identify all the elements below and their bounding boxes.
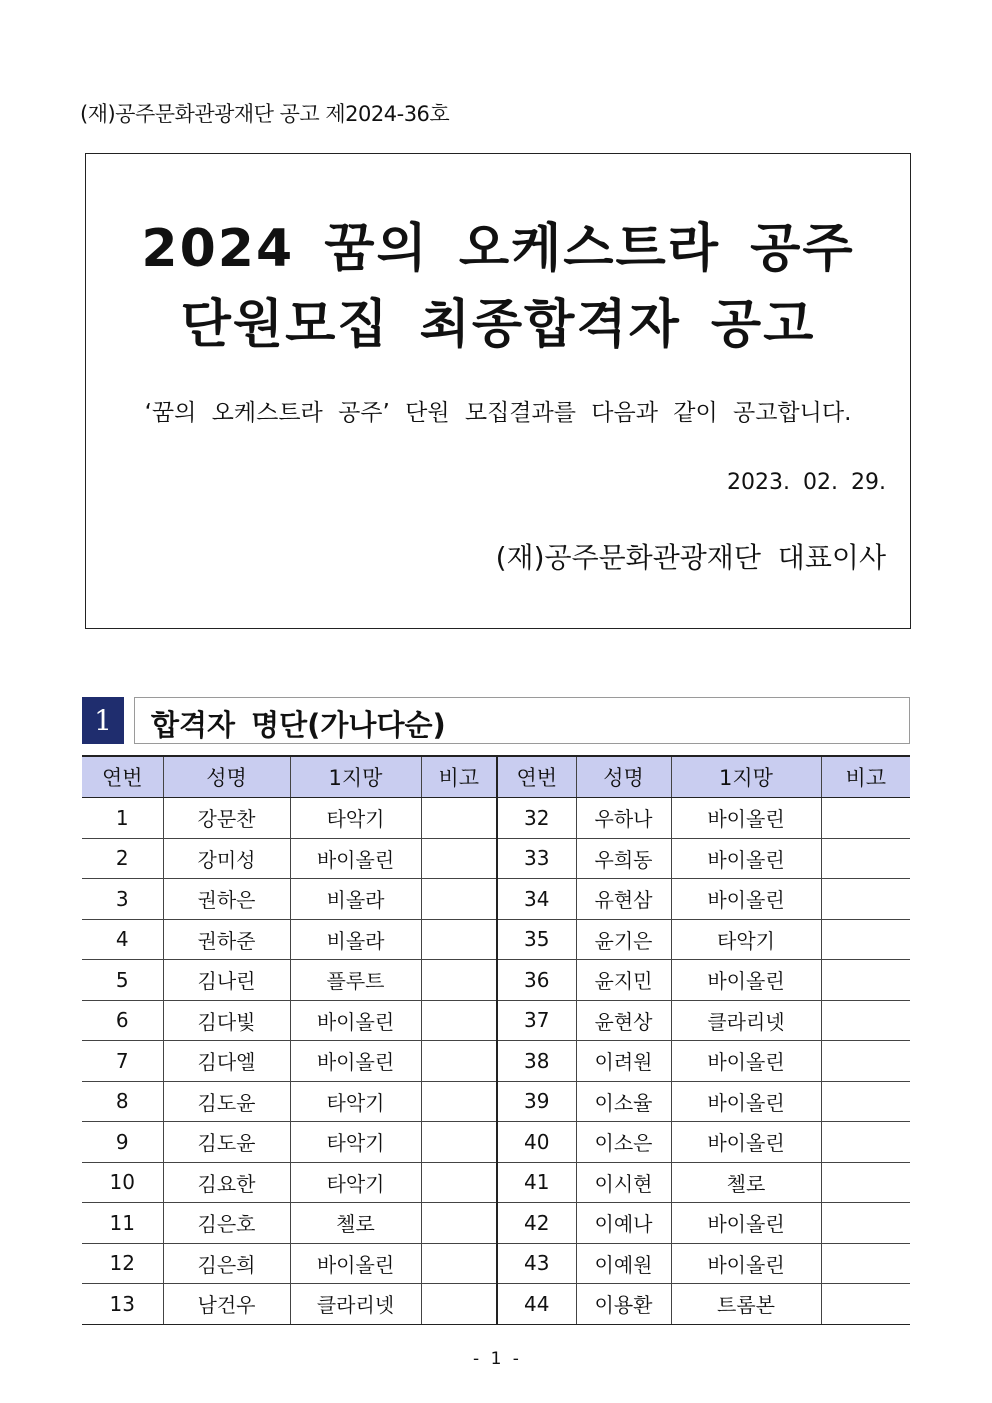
cell-no: 40 (497, 1122, 576, 1163)
notice-number: (재)공주문화관광재단 공고 제2024-36호 (80, 102, 450, 126)
table-header-row (82, 756, 910, 798)
column-header-name: 성명 (576, 756, 671, 798)
roster-table (82, 755, 910, 1325)
cell-name: 이려원 (576, 1041, 671, 1082)
cell-no: 12 (82, 1243, 163, 1284)
cell-no: 3 (82, 879, 163, 920)
cell-note (421, 1081, 497, 1122)
cell-note (421, 1041, 497, 1082)
cell-no: 41 (497, 1162, 576, 1203)
cell-choice: 비올라 (290, 919, 421, 960)
cell-name: 윤지민 (576, 960, 671, 1001)
cell-name: 이소은 (576, 1122, 671, 1163)
cell-choice: 비올라 (290, 879, 421, 920)
cell-note (421, 1162, 497, 1203)
cell-no: 9 (82, 1122, 163, 1163)
cell-note (421, 838, 497, 879)
cell-choice: 바이올린 (671, 879, 821, 920)
cell-choice: 바이올린 (671, 838, 821, 879)
cell-name: 권하준 (163, 919, 290, 960)
cell-no: 6 (82, 1000, 163, 1041)
cell-name: 강문찬 (163, 798, 290, 839)
cell-choice: 바이올린 (290, 1041, 421, 1082)
cell-name: 김다엘 (163, 1041, 290, 1082)
cell-name: 김은호 (163, 1203, 290, 1244)
cell-name: 김요한 (163, 1162, 290, 1203)
cell-no: 11 (82, 1203, 163, 1244)
column-header-name: 성명 (163, 756, 290, 798)
table-row (82, 1081, 910, 1122)
cell-note (821, 1203, 910, 1244)
cell-note (421, 919, 497, 960)
cell-choice: 바이올린 (671, 798, 821, 839)
section-number-badge: 1 (82, 697, 124, 744)
table-row (82, 879, 910, 920)
cell-name: 김도윤 (163, 1081, 290, 1122)
cell-no: 42 (497, 1203, 576, 1244)
cell-choice: 타악기 (290, 1122, 421, 1163)
page-title-line2: 단원모집 최종합격자 공고 (180, 295, 816, 355)
signer: (재)공주문화관광재단 대표이사 (495, 541, 886, 574)
cell-choice: 바이올린 (671, 1122, 821, 1163)
table-row (82, 919, 910, 960)
table-row (82, 1000, 910, 1041)
cell-no: 4 (82, 919, 163, 960)
cell-name: 김다빛 (163, 1000, 290, 1041)
cell-no: 43 (497, 1243, 576, 1284)
cell-name: 이예원 (576, 1243, 671, 1284)
cell-choice: 바이올린 (290, 1000, 421, 1041)
cell-name: 김도윤 (163, 1122, 290, 1163)
cell-no: 13 (82, 1284, 163, 1325)
cell-no: 37 (497, 1000, 576, 1041)
cell-note (821, 1162, 910, 1203)
column-header-no: 연번 (82, 756, 163, 798)
roster-body (82, 798, 910, 1325)
cell-choice: 바이올린 (671, 1041, 821, 1082)
cell-choice: 타악기 (671, 919, 821, 960)
page-title-line1: 2024 꿈의 오케스트라 공주 (141, 219, 855, 279)
column-header-note: 비고 (421, 756, 497, 798)
cell-name: 이용환 (576, 1284, 671, 1325)
cell-no: 36 (497, 960, 576, 1001)
cell-name: 윤현상 (576, 1000, 671, 1041)
cell-choice: 클라리넷 (671, 1000, 821, 1041)
cell-no: 33 (497, 838, 576, 879)
cell-note (821, 1122, 910, 1163)
table-row (82, 960, 910, 1001)
cell-note (421, 1122, 497, 1163)
cell-note (821, 1243, 910, 1284)
table-row (82, 1203, 910, 1244)
cell-name: 김나린 (163, 960, 290, 1001)
cell-name: 김은희 (163, 1243, 290, 1284)
announcement-box (85, 153, 911, 629)
cell-no: 10 (82, 1162, 163, 1203)
column-header-choice: 1지망 (671, 756, 821, 798)
cell-name: 강미성 (163, 838, 290, 879)
cell-choice: 바이올린 (671, 1081, 821, 1122)
cell-choice: 플루트 (290, 960, 421, 1001)
cell-note (421, 798, 497, 839)
cell-note (821, 1284, 910, 1325)
column-header-no: 연번 (497, 756, 576, 798)
cell-note (821, 960, 910, 1001)
cell-no: 8 (82, 1081, 163, 1122)
section-title: 합격자 명단(가나다순) (151, 708, 446, 742)
cell-choice: 클라리넷 (290, 1284, 421, 1325)
cell-note (821, 919, 910, 960)
cell-note (421, 1284, 497, 1325)
cell-note (821, 1000, 910, 1041)
cell-no: 35 (497, 919, 576, 960)
table-row (82, 1243, 910, 1284)
cell-no: 38 (497, 1041, 576, 1082)
cell-note (821, 1081, 910, 1122)
cell-choice: 바이올린 (671, 960, 821, 1001)
cell-choice: 바이올린 (290, 838, 421, 879)
cell-note (421, 879, 497, 920)
cell-note (821, 798, 910, 839)
cell-no: 5 (82, 960, 163, 1001)
table-row (82, 1122, 910, 1163)
cell-note (421, 960, 497, 1001)
cell-no: 2 (82, 838, 163, 879)
table-row (82, 1041, 910, 1082)
cell-note (821, 879, 910, 920)
cell-choice: 트롬본 (671, 1284, 821, 1325)
cell-no: 39 (497, 1081, 576, 1122)
cell-name: 우하나 (576, 798, 671, 839)
cell-choice: 타악기 (290, 1081, 421, 1122)
section-header (134, 697, 910, 744)
cell-no: 34 (497, 879, 576, 920)
cell-name: 윤기은 (576, 919, 671, 960)
cell-no: 44 (497, 1284, 576, 1325)
cell-name: 이소율 (576, 1081, 671, 1122)
cell-note (821, 838, 910, 879)
cell-note (821, 1041, 910, 1082)
cell-name: 남건우 (163, 1284, 290, 1325)
cell-choice: 바이올린 (671, 1243, 821, 1284)
cell-note (421, 1203, 497, 1244)
cell-name: 우희동 (576, 838, 671, 879)
column-header-choice: 1지망 (290, 756, 421, 798)
cell-no: 32 (497, 798, 576, 839)
cell-name: 이시현 (576, 1162, 671, 1203)
cell-choice: 바이올린 (290, 1243, 421, 1284)
announcement-date: 2023. 02. 29. (727, 470, 886, 495)
cell-note (421, 1243, 497, 1284)
column-header-note: 비고 (821, 756, 910, 798)
cell-no: 1 (82, 798, 163, 839)
cell-name: 유현삼 (576, 879, 671, 920)
page-number: - 1 - (473, 1349, 519, 1369)
cell-no: 7 (82, 1041, 163, 1082)
cell-choice: 타악기 (290, 798, 421, 839)
table-row (82, 1162, 910, 1203)
table-row (82, 1284, 910, 1325)
cell-choice: 첼로 (290, 1203, 421, 1244)
cell-choice: 바이올린 (671, 1203, 821, 1244)
table-row (82, 798, 910, 839)
table-row (82, 838, 910, 879)
cell-choice: 타악기 (290, 1162, 421, 1203)
cell-note (421, 1000, 497, 1041)
cell-name: 권하은 (163, 879, 290, 920)
intro-text: ‘꿈의 오케스트라 공주’ 단원 모집결과를 다음과 같이 공고합니다. (144, 400, 852, 426)
cell-choice: 첼로 (671, 1162, 821, 1203)
cell-name: 이예나 (576, 1203, 671, 1244)
